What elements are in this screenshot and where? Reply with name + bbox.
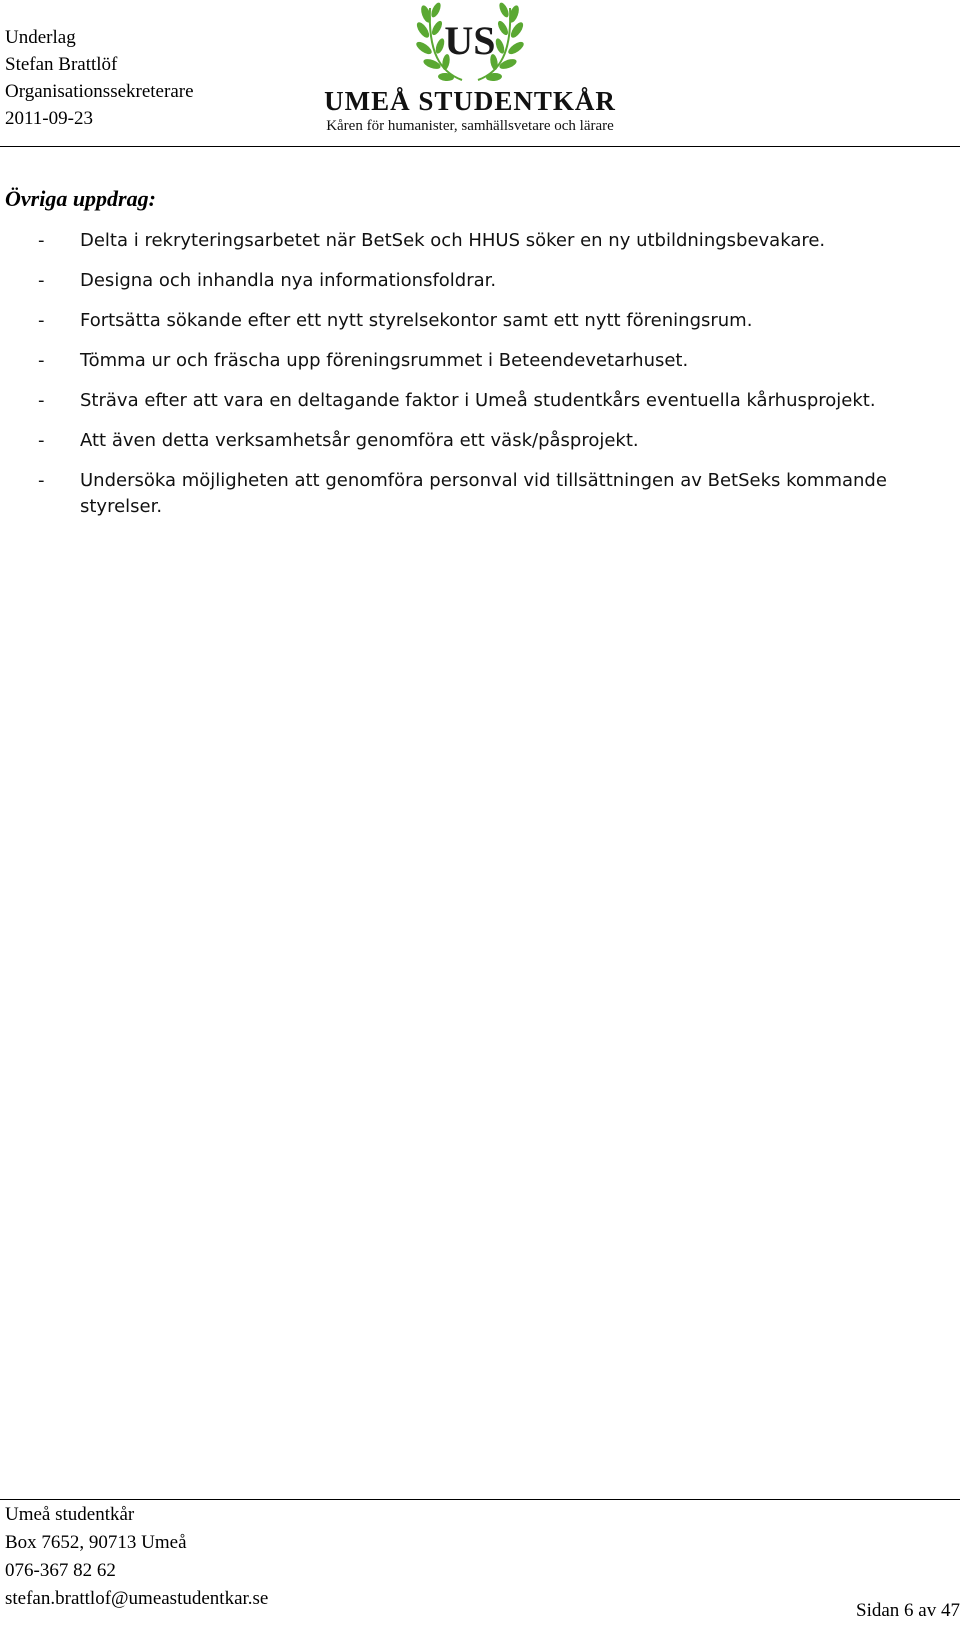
list-bullet: - bbox=[38, 230, 45, 251]
list-bullet: - bbox=[38, 270, 45, 291]
document-type: Underlag bbox=[5, 27, 76, 48]
list-item-text: Designa och inhandla nya informationsfoldrar. bbox=[80, 270, 497, 291]
list-bullet: - bbox=[38, 430, 45, 451]
svg-text:US: US bbox=[444, 18, 496, 63]
list-item bbox=[0, 228, 960, 254]
section-heading: Övriga uppdrag: bbox=[5, 186, 156, 211]
footer-divider bbox=[0, 1499, 960, 1500]
author-name: Stefan Brattlöf bbox=[5, 54, 118, 75]
logo-title: UMEÅ STUDENTKÅR bbox=[324, 86, 616, 116]
footer-address: Box 7652, 90713 Umeå bbox=[5, 1532, 187, 1553]
list-item bbox=[0, 308, 960, 334]
list-item-text: Tömma ur och fräscha upp föreningsrummet i Beteendevetarhuset. bbox=[80, 350, 689, 371]
list-item bbox=[0, 468, 960, 520]
list-item bbox=[0, 388, 960, 414]
umea-studentkar-logo bbox=[300, 0, 640, 142]
list-bullet: - bbox=[38, 310, 45, 331]
list-item-text: Fortsätta sökande efter ett nytt styrelsekontor samt ett nytt föreningsrum. bbox=[80, 310, 753, 331]
footer-info bbox=[5, 1501, 268, 1613]
list-item-text: Sträva efter att vara en deltagande faktor i Umeå studentkårs eventuella kårhusprojekt. bbox=[80, 390, 876, 411]
list-item bbox=[0, 348, 960, 374]
document-date: 2011-09-23 bbox=[5, 108, 93, 129]
list-bullet: - bbox=[38, 470, 45, 491]
list-item bbox=[0, 268, 960, 294]
author-role: Organisationssekreterare bbox=[5, 81, 194, 102]
laurel-monogram-icon bbox=[410, 0, 530, 86]
header-divider bbox=[0, 146, 960, 147]
list-item-text: Delta i rekryteringsarbetet när BetSek och HHUS söker en ny utbildningsbevakare. bbox=[80, 230, 826, 251]
footer-org: Umeå studentkår bbox=[5, 1504, 135, 1525]
list-bullet: - bbox=[38, 350, 45, 371]
logo-subtitle: Kåren för humanister, samhällsvetare och lärare bbox=[326, 118, 614, 134]
footer-email[interactable]: stefan.brattlof@umeastudentkar.se bbox=[5, 1588, 269, 1609]
header-info bbox=[5, 24, 194, 132]
list-bullet: - bbox=[38, 390, 45, 411]
page-number: Sidan 6 av 47 bbox=[856, 1600, 960, 1621]
list-item-text: Undersöka möjligheten att genomföra personval vid tillsättningen av BetSeks kommande styrelser. bbox=[80, 470, 887, 517]
list-item bbox=[0, 428, 960, 454]
task-list bbox=[0, 228, 960, 534]
footer-phone: 076-367 82 62 bbox=[5, 1560, 116, 1581]
list-item-text: Att även detta verksamhetsår genomföra ett väsk/påsprojekt. bbox=[80, 430, 639, 451]
